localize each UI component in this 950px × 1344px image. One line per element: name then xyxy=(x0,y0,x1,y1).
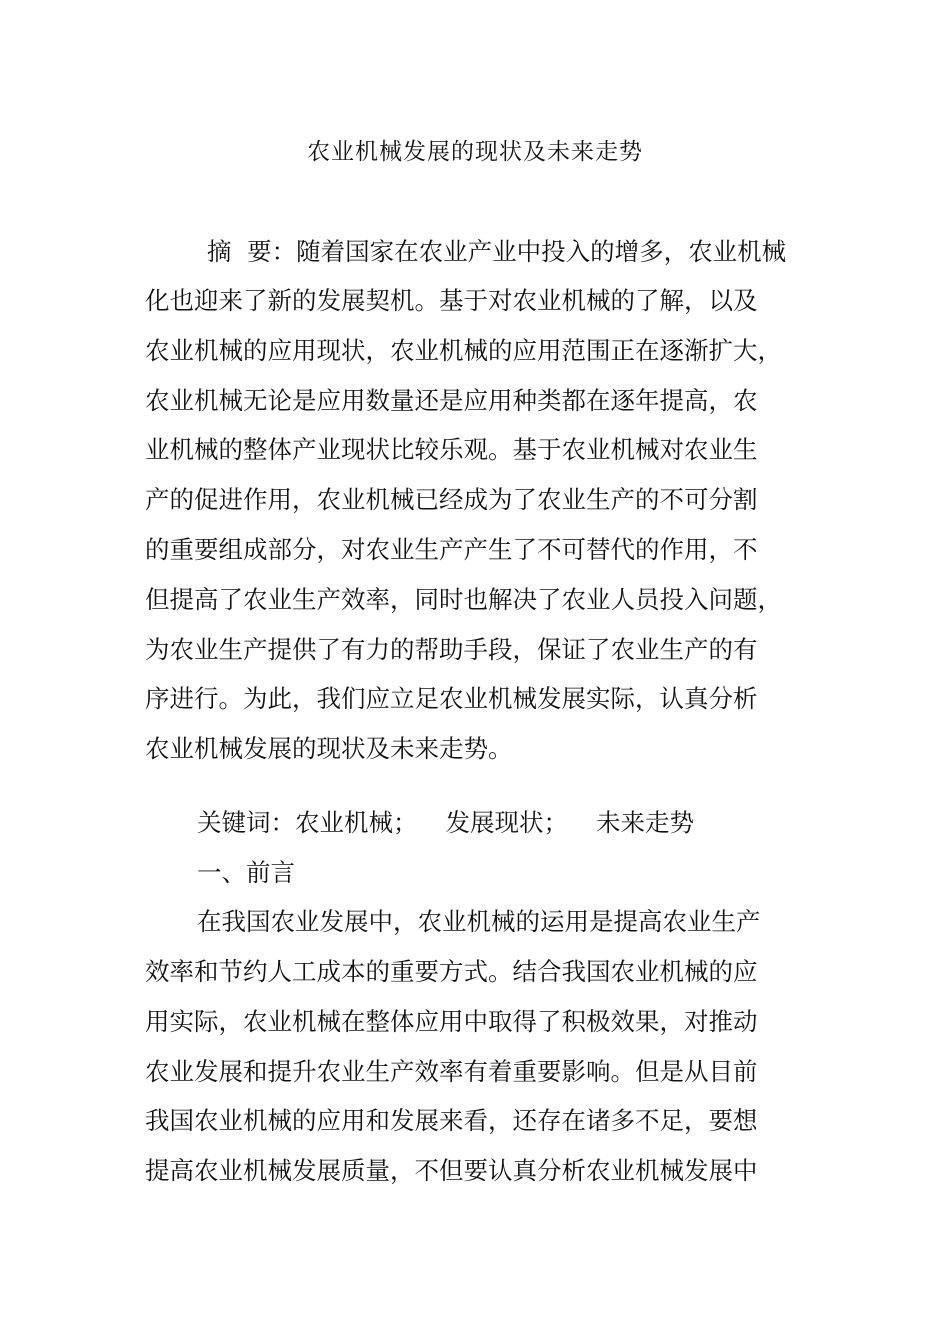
section-line-2: 效率和节约人工成本的重要方式。结合我国农业机械的应 xyxy=(145,957,758,986)
keyword-item: 发展现状； xyxy=(445,808,568,837)
keyword-item: 农业机械； xyxy=(295,808,418,837)
section-line-3: 用实际，农业机械在整体应用中取得了积极效果，对推动 xyxy=(145,1007,758,1036)
keyword-item: 未来走势 xyxy=(596,808,694,837)
section-line-1: 在我国农业发展中，农业机械的运用是提高农业生产 xyxy=(197,907,761,936)
abstract-line-5: 业机械的整体产业现状比较乐观。基于农业机械对农业生 xyxy=(145,435,758,464)
abstract-line-7: 的重要组成部分，对农业生产产生了不可替代的作用，不 xyxy=(145,535,758,564)
section-line-6: 提高农业机械发展质量，不但要认真分析农业机械发展中 xyxy=(145,1156,758,1185)
abstract-line-11: 农业机械发展的现状及未来走势。 xyxy=(145,734,513,763)
keywords-label: 关键词： xyxy=(197,808,295,837)
document-title: 农业机械发展的现状及未来走势 xyxy=(307,139,643,165)
abstract-label: 摘 要： xyxy=(207,237,297,266)
section-line-4: 农业发展和提升农业生产效率有着重要影响。但是从目前 xyxy=(145,1057,758,1086)
section-heading: 一、前言 xyxy=(197,858,295,887)
abstract-line-3: 农业机械的应用现状，农业机械的应用范围正在逐渐扩大， xyxy=(145,336,782,365)
abstract-line-4: 农业机械无论是应用数量还是应用种类都在逐年提高，农 xyxy=(145,386,758,415)
abstract-text: 随着国家在农业产业中投入的增多，农业机械 xyxy=(296,237,787,266)
abstract-line-9: 为农业生产提供了有力的帮助手段，保证了农业生产的有 xyxy=(145,635,758,664)
abstract-line-2: 化也迎来了新的发展契机。基于对农业机械的了解，以及 xyxy=(145,286,758,315)
section-line-5: 我国农业机械的应用和发展来看，还存在诸多不足，要想 xyxy=(145,1106,758,1135)
keywords-line xyxy=(197,803,694,843)
abstract-line-6: 产的促进作用，农业机械已经成为了农业生产的不可分割 xyxy=(145,485,758,514)
abstract-line-8: 但提高了农业生产效率，同时也解决了农业人员投入问题， xyxy=(145,585,782,614)
abstract-line-10: 序进行。为此，我们应立足农业机械发展实际，认真分析 xyxy=(145,684,758,713)
abstract-line-1 xyxy=(207,232,786,272)
